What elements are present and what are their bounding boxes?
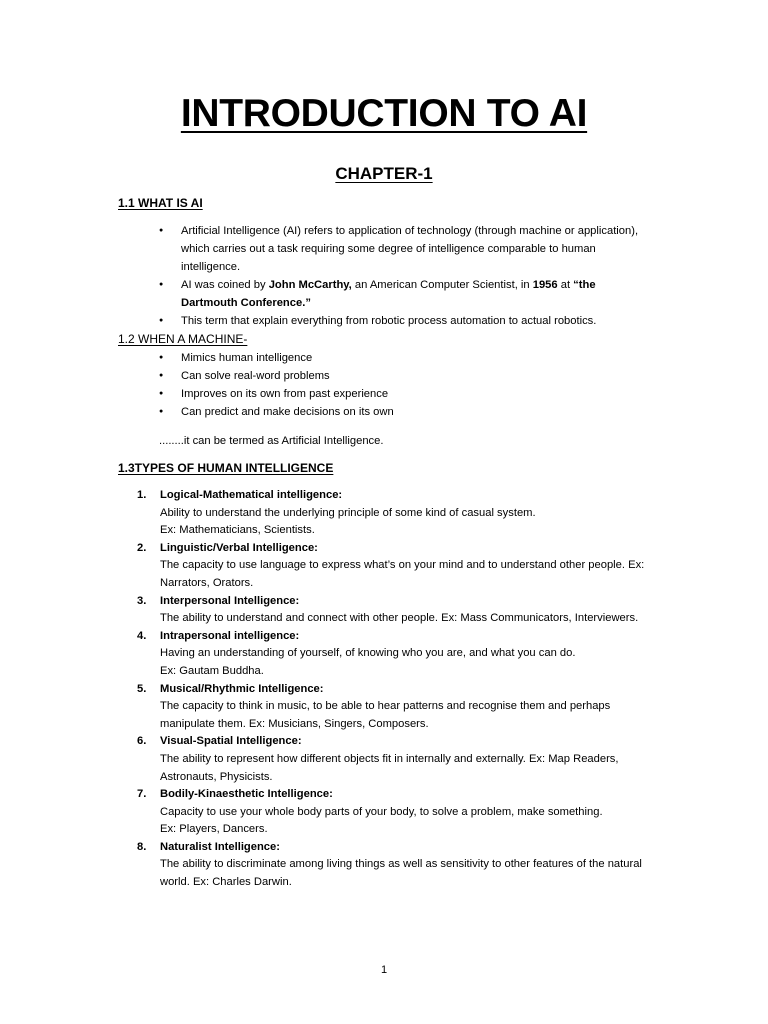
what-is-ai-list (181, 222, 651, 330)
item-number: 8. (137, 840, 147, 853)
ai-conclusion-note: ........it can be termed as Artificial Intelligence. (159, 435, 384, 447)
section-heading-types-of-intelligence: 1.3TYPES OF HUMAN INTELLIGENCE (118, 461, 334, 475)
intelligence-description: The capacity to think in music, to be able to hear patterns and recognise them and perhaps manipulate them. Ex: Musicians, Singers, Composers. (160, 700, 611, 730)
section-heading-when-a-machine: 1.2 WHEN A MACHINE- (118, 332, 248, 346)
intelligence-description: The capacity to use language to express what’s on your mind and to understand other people. Ex: Narrators, Orators. (160, 559, 645, 589)
intelligence-name: Logical-Mathematical intelligence: (160, 489, 343, 501)
intelligence-description: Capacity to use your whole body parts of your body, to solve a problem, make something. (160, 805, 603, 818)
intelligence-description: Ability to understand the underlying principle of some kind of casual system. (160, 506, 536, 519)
person-name: John McCarthy, (268, 279, 352, 291)
item-number: 6. (137, 735, 147, 748)
intelligence-name: Musical/Rhythmic Intelligence: (160, 682, 324, 695)
intelligence-name: Interpersonal Intelligence: (160, 594, 300, 607)
document-title: INTRODUCTION TO AI (180, 92, 588, 135)
section-heading-what-is-ai: 1.1 WHAT IS AI (118, 196, 203, 210)
item-number: 1. (137, 489, 147, 501)
item-number: 5. (137, 682, 147, 695)
list-item (137, 628, 650, 681)
list-item (137, 786, 650, 839)
when-a-machine-list (181, 349, 651, 421)
list-item: ● Improves on its own from past experience (181, 385, 651, 403)
intelligence-name: Linguistic/Verbal Intelligence: (160, 541, 318, 554)
item-number: 2. (137, 541, 147, 554)
intelligence-example: Ex: Players, Dancers. (160, 823, 268, 836)
text-run: at (557, 279, 574, 291)
event-name: “the Dartmouth Conference.” (181, 279, 596, 309)
intelligence-types-list (137, 487, 650, 892)
text-run: an American Computer Scientist, in (351, 279, 533, 291)
intelligence-name: Visual-Spatial Intelligence: (160, 735, 302, 748)
list-item (181, 276, 651, 312)
list-item (137, 540, 650, 593)
text-run: AI was coined by (181, 279, 269, 291)
item-number: 4. (137, 629, 147, 642)
intelligence-example: Ex: Gautam Buddha. (160, 664, 264, 677)
intelligence-name: Naturalist Intelligence: (160, 840, 280, 853)
intelligence-description: The ability to discriminate among living things as well as sensitivity to other features of the natural world. Ex: Charles Darwin. (160, 858, 642, 889)
item-number: 3. (137, 594, 147, 607)
document-title-wrap (0, 92, 768, 136)
list-item (137, 733, 650, 786)
intelligence-example: Ex: Mathematicians, Scientists. (160, 524, 315, 537)
list-item: ● Can predict and make decisions on its own (181, 403, 651, 421)
list-item: ● Artificial Intelligence (AI) refers to application of technology (through machine or application), which carries out a task requiring some degree of intelligence comparable to human intelligence. (181, 222, 651, 276)
intelligence-description: The ability to represent how different objects fit in internally and externally. Ex: Map Readers, Astronauts, Physicists. (160, 752, 619, 783)
page-number: 1 (380, 964, 388, 976)
list-item: ● Mimics human intelligence (181, 349, 651, 367)
chapter-heading-wrap (0, 158, 768, 186)
list-item (137, 593, 650, 628)
intelligence-description: Having an understanding of yourself, of knowing who you are, and what you can do. (160, 647, 576, 660)
item-number: 7. (137, 788, 147, 801)
list-item (137, 487, 650, 540)
intelligence-name: Bodily-Kinaesthetic Intelligence: (160, 788, 333, 801)
list-item: ● This term that explain everything from robotic process automation to actual robotics. (181, 312, 651, 330)
list-item: ● Can solve real-word problems (181, 367, 651, 385)
list-item (137, 839, 650, 892)
chapter-heading: CHAPTER-1 (335, 164, 433, 183)
intelligence-name: Intrapersonal intelligence: (160, 629, 300, 642)
intelligence-description: The ability to understand and connect with other people. Ex: Mass Communicators, Interviewers. (160, 612, 639, 625)
list-item (137, 681, 650, 734)
year: 1956 (532, 279, 558, 291)
